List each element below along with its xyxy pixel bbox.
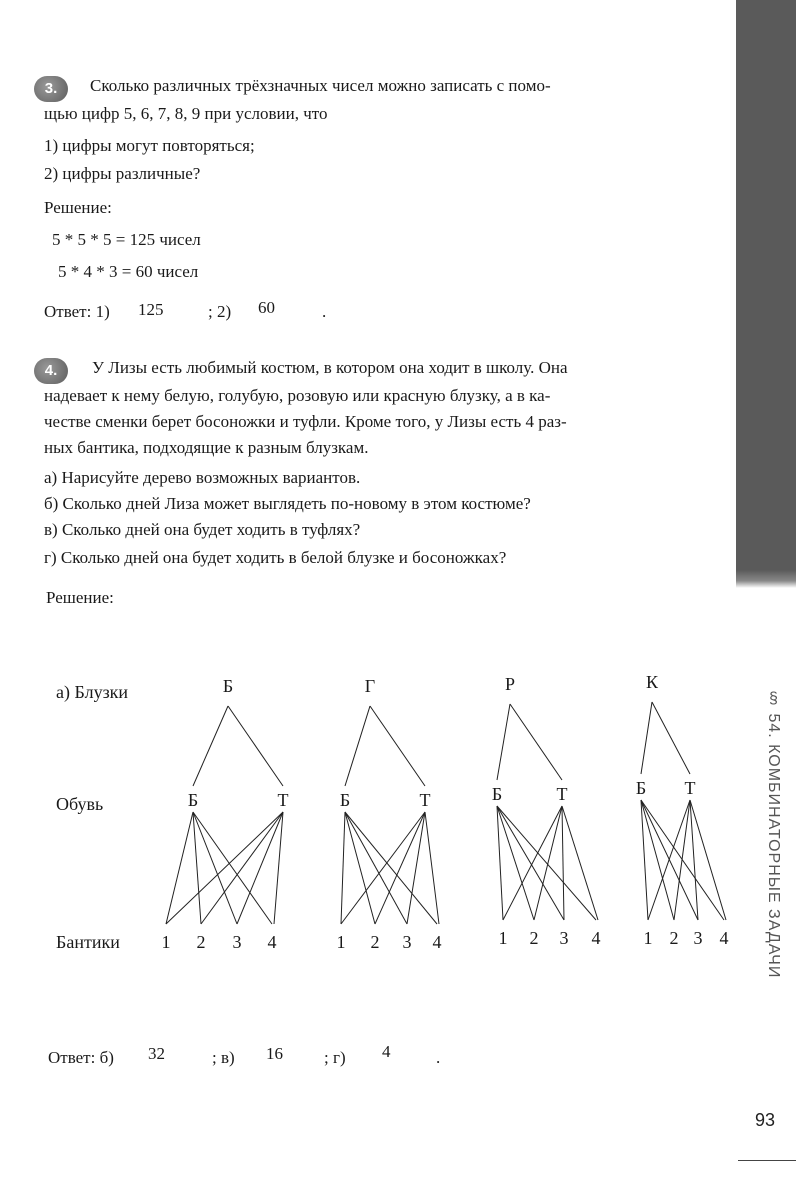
task-4-solution-label: Решение: [46, 588, 114, 607]
tree-edge-b-4-1 [641, 800, 648, 920]
tree-edge-t-2-4 [425, 812, 439, 924]
tree-bow-1-3: 3 [232, 932, 242, 952]
chapter-title: § 54. КОМБИНАТОРНЫЕ ЗАДАЧИ [765, 690, 782, 979]
tree-edge-t-1-1 [166, 812, 283, 924]
chapter-tab-edge [736, 570, 796, 588]
tree-edge-blouse-shoe-t-2 [370, 706, 425, 786]
tree-edge-blouse-shoe-t-4 [652, 702, 690, 774]
task-4-question-b: б) Сколько дней Лиза может выглядеть по-новому в этом костюме? [44, 494, 531, 513]
task-4-answer-c: 16 [266, 1044, 283, 1063]
task-3-answer-prefix: Ответ: 1) [44, 302, 110, 321]
tree-edge-t-1-2 [201, 812, 283, 924]
tree-bow-4-3: 3 [693, 928, 703, 948]
tree-edge-b-4-4 [641, 800, 724, 920]
tree-bow-1-2: 2 [196, 932, 206, 952]
task-3-answer-sep: ; 2) [208, 302, 232, 321]
tree-edge-b-2-2 [345, 812, 375, 924]
task-3-item-2: 2) цифры различные? [44, 164, 201, 183]
tree-edge-t-3-2 [534, 806, 562, 920]
task-4-answer-sep-1: ; в) [212, 1048, 235, 1067]
chapter-tab [736, 0, 796, 585]
task-3-answer-2: 60 [258, 298, 275, 317]
tree-blouse-4: К [645, 672, 659, 692]
task-4-line-1: У Лизы есть любимый костюм, в котором она ходит в школу. Она [92, 358, 568, 377]
tree-bow-3-1: 1 [498, 928, 508, 948]
tree-shoe-b-4: Б [635, 778, 647, 798]
task-3-solution-label: Решение: [44, 198, 112, 217]
task-4-line-2: надевает к нему белую, голубую, розовую или красную блузку, а в ка- [44, 386, 551, 405]
tree-label-shoes: Обувь [56, 794, 104, 814]
task-3-line-1: Сколько различных трёхзначных чисел можно записать с помо- [90, 76, 551, 95]
tree-shoe-b-1: Б [187, 790, 199, 810]
tree-edge-blouse-shoe-t-3 [510, 704, 562, 780]
tree-edge-t-3-3 [562, 806, 564, 920]
tree-edge-b-2-4 [345, 812, 437, 924]
footer-rule [738, 1160, 796, 1161]
tree-edge-b-2-1 [341, 812, 345, 924]
tree-blouse-3: Р [504, 674, 516, 694]
task-4-line-4: ных бантика, подходящие к разным блузкам. [44, 438, 369, 457]
tree-edge-t-1-4 [274, 812, 283, 924]
task-4-line-3: честве сменки берет босоножки и туфли. Кроме того, у Лизы есть 4 раз- [44, 412, 567, 431]
tree-blouse-1: Б [222, 676, 234, 696]
tree-label-blouses: а) Блузки [56, 682, 129, 702]
task-3-item-1: 1) цифры могут повторяться; [44, 136, 255, 155]
task-4-badge: 4. [34, 358, 68, 384]
task-3-answer-1: 125 [138, 300, 164, 319]
tree-edge-t-3-4 [562, 806, 598, 920]
tree-shoe-b-2: Б [339, 790, 351, 810]
tree-label-bows: Бантики [56, 932, 120, 952]
tree-bow-2-2: 2 [370, 932, 380, 952]
tree-edge-t-4-4 [690, 800, 726, 920]
tree-shoe-b-3: Б [491, 784, 503, 804]
task-4-question-a: а) Нарисуйте дерево возможных вариантов. [44, 468, 361, 487]
tree-bow-3-2: 2 [529, 928, 539, 948]
tree-bow-2-1: 1 [336, 932, 346, 952]
task-3-answer-end: . [322, 302, 327, 321]
tree-shoe-t-3: Т [556, 784, 568, 804]
task-3-calc-1: 5 * 5 * 5 = 125 чисел [52, 230, 201, 249]
task-4-answer-sep-2: ; г) [324, 1048, 346, 1067]
task-3-badge: 3. [34, 76, 68, 102]
page-number: 93 [755, 1110, 776, 1130]
tree-edge-blouse-shoe-b-1 [193, 706, 228, 786]
task-4-answer-prefix: Ответ: б) [48, 1048, 114, 1067]
tree-bow-4-2: 2 [669, 928, 679, 948]
tree-bow-1-4: 4 [267, 932, 277, 952]
tree-bow-2-3: 3 [402, 932, 412, 952]
tree-bow-2-4: 4 [432, 932, 442, 952]
task-3-calc-2: 5 * 4 * 3 = 60 чисел [58, 262, 199, 281]
tree-edge-t-2-3 [407, 812, 425, 924]
tree-bow-4-1: 1 [643, 928, 653, 948]
task-4-question-c: в) Сколько дней она будет ходить в туфлях? [44, 520, 361, 539]
tree-shoe-t-4: Т [684, 778, 696, 798]
task-3-line-2: щью цифр 5, 6, 7, 8, 9 при условии, что [44, 104, 328, 123]
tree-edge-blouse-shoe-t-1 [228, 706, 283, 786]
tree-edge-b-3-3 [497, 806, 564, 920]
tree-bow-4-4: 4 [719, 928, 729, 948]
task-4-question-d: г) Сколько дней она будет ходить в белой блузке и босоножках? [44, 548, 507, 567]
tree-edge-blouse-shoe-b-4 [641, 702, 652, 774]
task-4-answer-b: 32 [148, 1044, 165, 1063]
tree-shoe-t-2: Т [419, 790, 431, 810]
tree-shoe-t-1: Т [277, 790, 289, 810]
tree-edge-b-1-1 [166, 812, 193, 924]
tree-bow-1-1: 1 [161, 932, 171, 952]
tree-edge-b-2-3 [345, 812, 407, 924]
tree-bow-3-4: 4 [591, 928, 601, 948]
tree-blouse-2: Г [364, 676, 376, 696]
tree-bow-3-3: 3 [559, 928, 569, 948]
tree-edge-t-4-3 [690, 800, 698, 920]
tree-edge-blouse-shoe-b-3 [497, 704, 510, 780]
task-4-answer-end: . [436, 1048, 441, 1067]
task-4-answer-d: 4 [382, 1042, 391, 1061]
tree-edge-blouse-shoe-b-2 [345, 706, 370, 786]
